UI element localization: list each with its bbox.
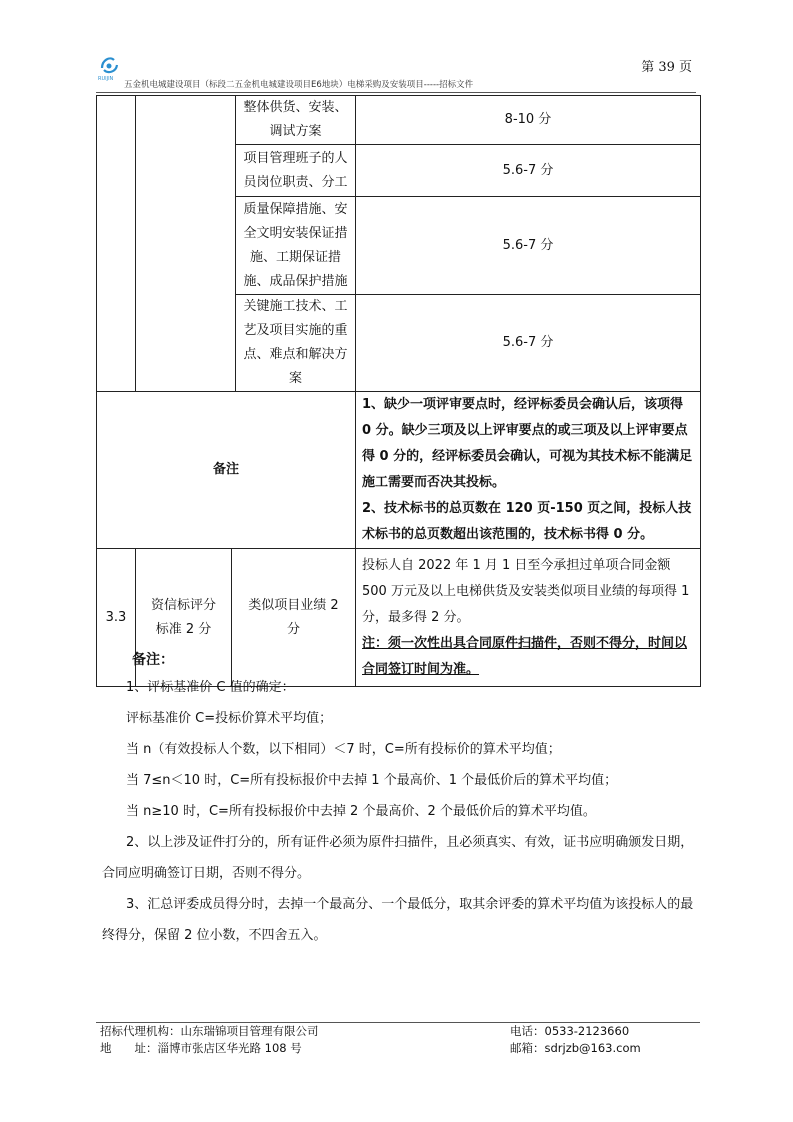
- phone-number: 0533-2123660: [544, 1024, 630, 1038]
- remark-label: 备注: [97, 392, 356, 549]
- company-logo-icon: [98, 54, 120, 76]
- phone-label: 电话：: [510, 1024, 545, 1038]
- note-line: 1、评标基准价 C 值的确定：: [126, 680, 295, 695]
- email-label: 邮箱：: [510, 1041, 545, 1055]
- criterion-cell: 整体供货、安装、调试方案: [236, 96, 356, 145]
- agency-label: 招标代理机构：: [100, 1024, 181, 1038]
- remark-content: [356, 392, 701, 549]
- score-cell: 8-10 分: [356, 96, 701, 145]
- remark-line-2: 2、技术标书的总页数在 120 页-150 页之间，投标人技术标书的总页数超出该范围的，技术标书得 0 分。: [362, 501, 692, 542]
- page-footer: [96, 1022, 700, 1057]
- remark-row: [97, 392, 701, 549]
- score-cell: 5.6-7 分: [356, 145, 701, 197]
- notes-title: 备注：: [132, 652, 174, 668]
- email-address: sdrjzb@163.com: [544, 1041, 641, 1055]
- score-cell: 5.6-7 分: [356, 295, 701, 392]
- empty-cell: [97, 96, 136, 392]
- scoring-table: [96, 95, 701, 687]
- score-cell: 5.6-7 分: [356, 197, 701, 295]
- note-line: 当 n（有效投标人个数，以下相同）＜7 时，C=所有投标价的算术平均值；: [126, 742, 561, 757]
- note-line: 当 7≤n＜10 时，C=所有投标报价中去掉 1 个最高价、1 个最低价后的算术平均值；: [126, 773, 618, 788]
- document-title: 五金机电城建设项目（标段二五金机电城建设项目E6地块）电梯采购及安装项目-----招标文件: [124, 80, 474, 90]
- logo-text: RUIJIN: [98, 76, 114, 82]
- note-line: 2、以上涉及证件打分的，所有证件必须为原件扫描件，且必须真实、有效，证书应明确颁发日期，合同应明确签订日期，否则不得分。: [102, 835, 694, 881]
- criterion-cell: 项目管理班子的人员岗位职责、分工: [236, 145, 356, 197]
- item-description: 投标人自 2022 年 1 月 1 日至今承担过单项合同金额 500 万元及以上电梯供货及安装类似项目业绩的每项得 1 分，最多得 2 分。: [362, 557, 690, 625]
- criterion-cell: 关键施工技术、工艺及项目实施的重点、难点和解决方案: [236, 295, 356, 392]
- notes-section: [102, 648, 706, 951]
- note-line: 当 n≥10 时，C=所有投标报价中去掉 2 个最高价、2 个最低价后的算术平均值。: [126, 804, 596, 819]
- criterion-cell: 质量保障措施、安全文明安装保证措施、工期保证措施、成品保护措施: [236, 197, 356, 295]
- empty-cell: [136, 96, 236, 392]
- agency-name: 山东瑞锦项目管理有限公司: [180, 1024, 319, 1038]
- note-line: 评标基准价 C=投标价算术平均值；: [126, 711, 333, 726]
- remark-line-1: 1、缺少一项评审要点时，经评标委员会确认后，该项得 0 分。缺少三项及以上评审要点的或三项及以上评审要点得 0 分的，经评标委员会确认，可视为其技术标不能满足施工需要而否决其投标。: [362, 397, 693, 490]
- address-label: 地 址：: [100, 1041, 158, 1055]
- page-header: [96, 52, 696, 93]
- note-line: 3、汇总评委成员得分时，去掉一个最高分、一个最低分，取其余评委的算术平均值为该投标人的最终得分，保留 2 位小数，不四舍五入。: [102, 897, 694, 943]
- item-name: 类似项目业绩 2 分: [232, 549, 356, 687]
- section-name: 资信标评分标准 2 分: [136, 549, 232, 687]
- address: 淄博市张店区华光路 108 号: [157, 1041, 302, 1055]
- table-row: [97, 96, 701, 145]
- page-number: 第 39 页: [641, 60, 692, 75]
- item-note: 注：须一次性出具合同原件扫描件，否则不得分，时间以合同签订时间为准。: [362, 635, 688, 677]
- section-number: 3.3: [97, 549, 136, 687]
